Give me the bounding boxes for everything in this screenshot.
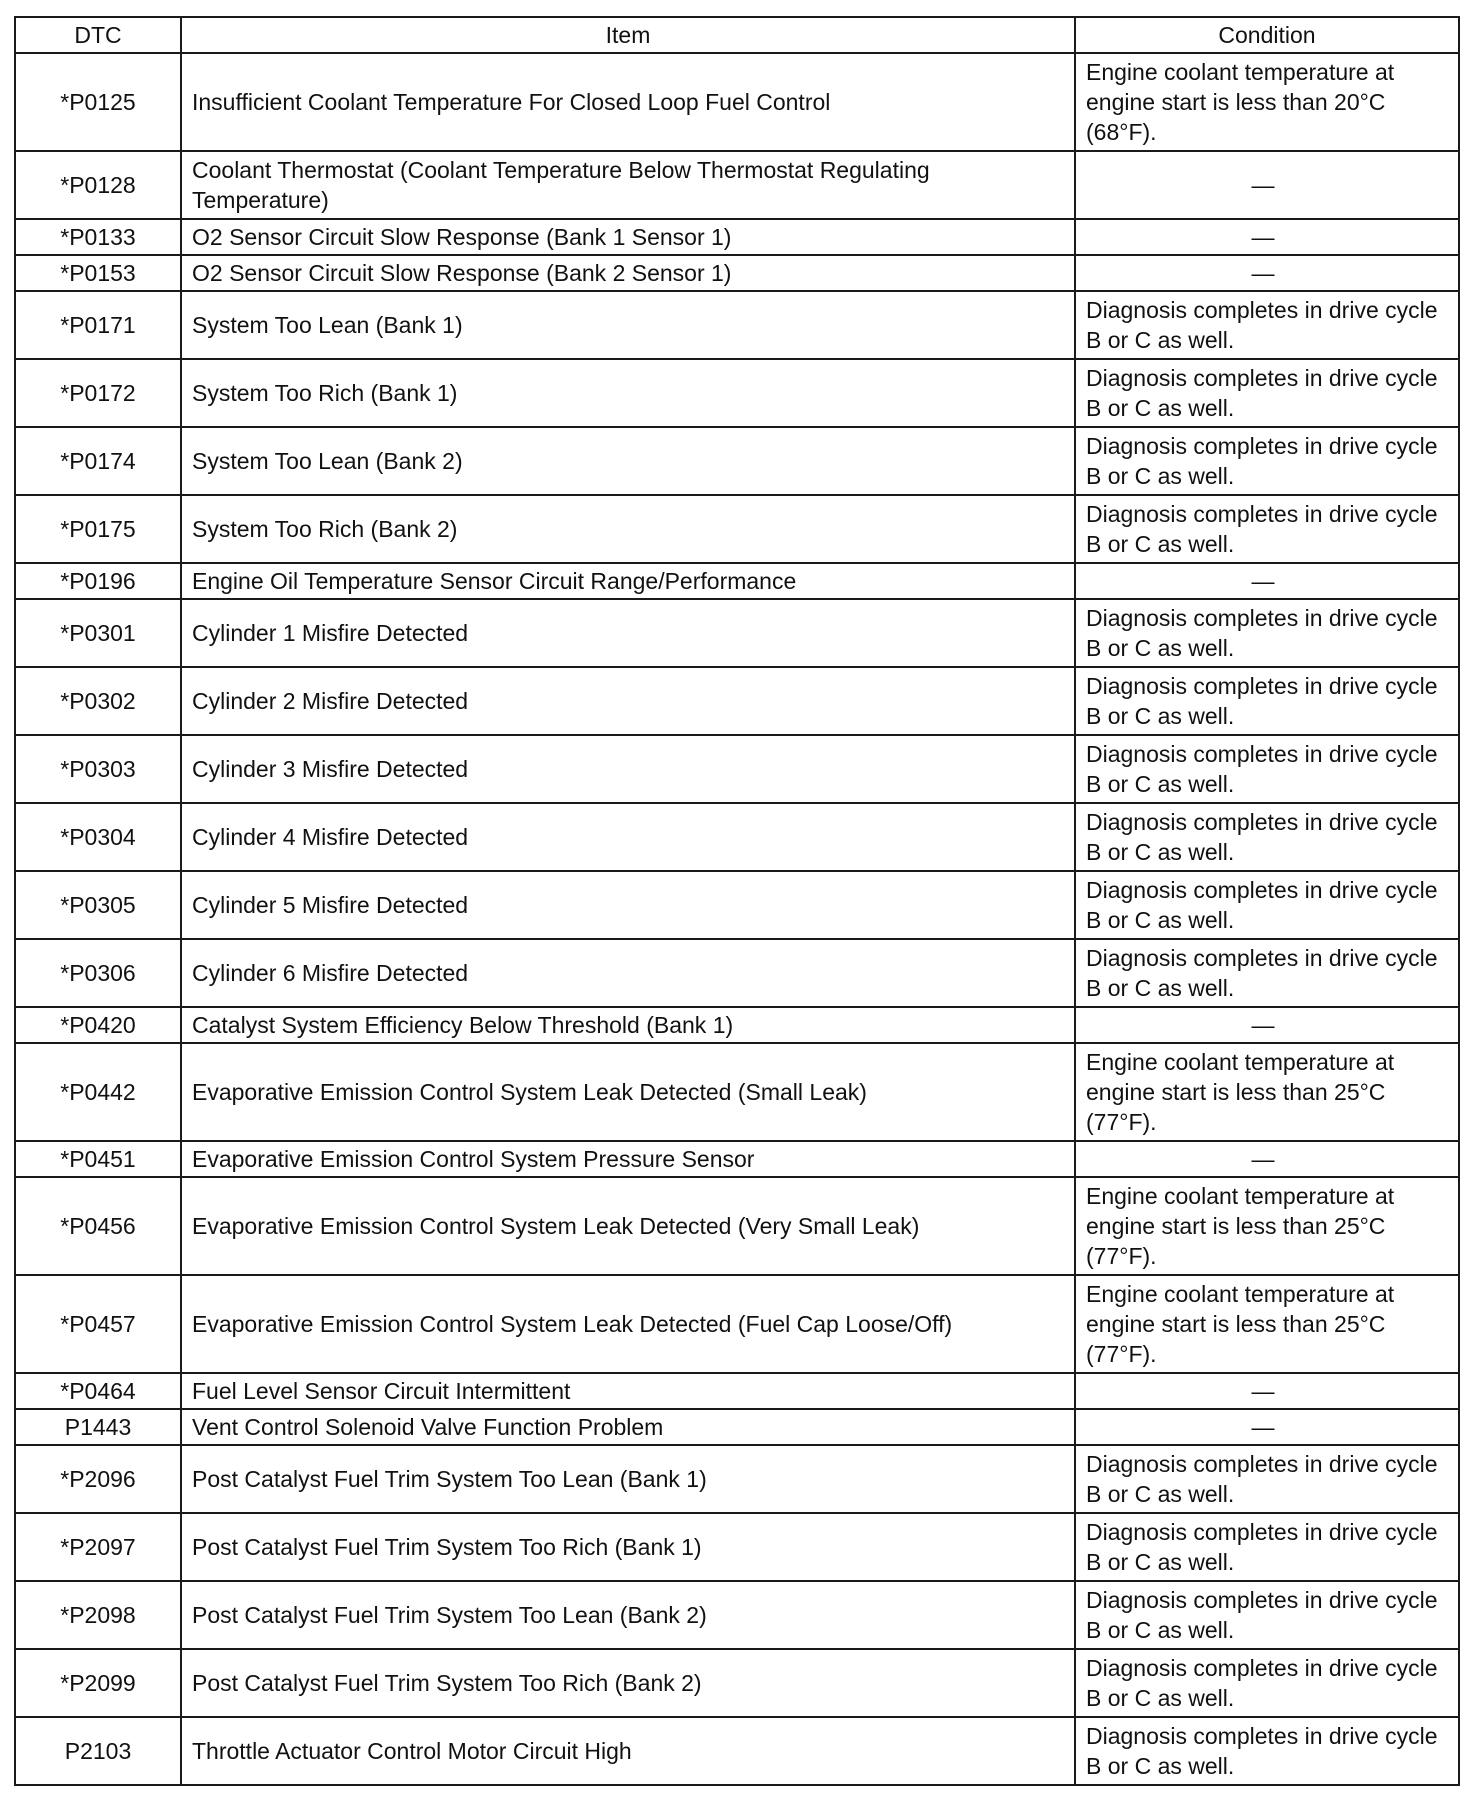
table-row [15, 939, 1459, 1007]
condition-text: Diagnosis completes in drive cycle B or C as well. [1075, 939, 1459, 1007]
dtc-code: *P2099 [15, 1649, 181, 1717]
dtc-code: *P0303 [15, 735, 181, 803]
table-row [15, 255, 1459, 291]
table-row [15, 1141, 1459, 1177]
dtc-code: *P2097 [15, 1513, 181, 1581]
item-description: Post Catalyst Fuel Trim System Too Rich (Bank 1) [181, 1513, 1075, 1581]
table-row [15, 1007, 1459, 1043]
condition-text: Diagnosis completes in drive cycle B or C as well. [1075, 427, 1459, 495]
dtc-table [14, 16, 1460, 1786]
item-description: Throttle Actuator Control Motor Circuit High [181, 1717, 1075, 1785]
dtc-code: *P0464 [15, 1373, 181, 1409]
item-description: Cylinder 4 Misfire Detected [181, 803, 1075, 871]
table-row [15, 1513, 1459, 1581]
dtc-code: *P0302 [15, 667, 181, 735]
item-description: Insufficient Coolant Temperature For Closed Loop Fuel Control [181, 53, 1075, 151]
dtc-code: *P0301 [15, 599, 181, 667]
table-row [15, 1373, 1459, 1409]
item-description: Post Catalyst Fuel Trim System Too Lean (Bank 2) [181, 1581, 1075, 1649]
dtc-code: *P0306 [15, 939, 181, 1007]
item-description: Vent Control Solenoid Valve Function Problem [181, 1409, 1075, 1445]
item-description: System Too Rich (Bank 1) [181, 359, 1075, 427]
item-description: Coolant Thermostat (Coolant Temperature Below Thermostat Regulating Temperature) [181, 151, 1075, 219]
item-description: Catalyst System Efficiency Below Threshold (Bank 1) [181, 1007, 1075, 1043]
table-row [15, 871, 1459, 939]
table-row [15, 599, 1459, 667]
item-description: Evaporative Emission Control System Pressure Sensor [181, 1141, 1075, 1177]
item-description: Cylinder 2 Misfire Detected [181, 667, 1075, 735]
condition-text: Engine coolant temperature at engine start is less than 20°C (68°F). [1075, 53, 1459, 151]
item-description: Cylinder 1 Misfire Detected [181, 599, 1075, 667]
condition-text: — [1075, 1373, 1459, 1409]
item-description: Evaporative Emission Control System Leak Detected (Small Leak) [181, 1043, 1075, 1141]
table-row [15, 1649, 1459, 1717]
header-item: Item [181, 17, 1075, 53]
dtc-code: P1443 [15, 1409, 181, 1445]
dtc-code: *P0451 [15, 1141, 181, 1177]
condition-text: — [1075, 563, 1459, 599]
item-description: Evaporative Emission Control System Leak Detected (Very Small Leak) [181, 1177, 1075, 1275]
item-description: O2 Sensor Circuit Slow Response (Bank 2 Sensor 1) [181, 255, 1075, 291]
dtc-code: *P0174 [15, 427, 181, 495]
item-description: Engine Oil Temperature Sensor Circuit Range/Performance [181, 563, 1075, 599]
dtc-code: *P0171 [15, 291, 181, 359]
dtc-code: *P0420 [15, 1007, 181, 1043]
condition-text: Engine coolant temperature at engine start is less than 25°C (77°F). [1075, 1177, 1459, 1275]
condition-text: Diagnosis completes in drive cycle B or C as well. [1075, 1649, 1459, 1717]
condition-text: Diagnosis completes in drive cycle B or C as well. [1075, 291, 1459, 359]
table-row [15, 803, 1459, 871]
item-description: O2 Sensor Circuit Slow Response (Bank 1 Sensor 1) [181, 219, 1075, 255]
dtc-code: *P0305 [15, 871, 181, 939]
item-description: Cylinder 3 Misfire Detected [181, 735, 1075, 803]
condition-text: Diagnosis completes in drive cycle B or C as well. [1075, 495, 1459, 563]
item-description: System Too Rich (Bank 2) [181, 495, 1075, 563]
item-description: System Too Lean (Bank 2) [181, 427, 1075, 495]
condition-text: Diagnosis completes in drive cycle B or C as well. [1075, 667, 1459, 735]
dtc-code: *P0172 [15, 359, 181, 427]
dtc-code: P2103 [15, 1717, 181, 1785]
table-row [15, 1581, 1459, 1649]
table-row [15, 495, 1459, 563]
table-row [15, 1717, 1459, 1785]
table-row [15, 1445, 1459, 1513]
table-row [15, 563, 1459, 599]
item-description: Post Catalyst Fuel Trim System Too Lean (Bank 1) [181, 1445, 1075, 1513]
dtc-code: *P0133 [15, 219, 181, 255]
dtc-code: *P0175 [15, 495, 181, 563]
table-row [15, 667, 1459, 735]
table-row [15, 219, 1459, 255]
table-row [15, 1409, 1459, 1445]
dtc-code: *P2096 [15, 1445, 181, 1513]
item-description: Fuel Level Sensor Circuit Intermittent [181, 1373, 1075, 1409]
condition-text: Diagnosis completes in drive cycle B or C as well. [1075, 359, 1459, 427]
dtc-code: *P0128 [15, 151, 181, 219]
item-description: Cylinder 6 Misfire Detected [181, 939, 1075, 1007]
table-row [15, 53, 1459, 151]
item-description: Cylinder 5 Misfire Detected [181, 871, 1075, 939]
condition-text: Diagnosis completes in drive cycle B or C as well. [1075, 599, 1459, 667]
dtc-code: *P0442 [15, 1043, 181, 1141]
header-row [15, 17, 1459, 53]
condition-text: — [1075, 151, 1459, 219]
dtc-code: *P0304 [15, 803, 181, 871]
condition-text: Diagnosis completes in drive cycle B or C as well. [1075, 1717, 1459, 1785]
table-row [15, 1043, 1459, 1141]
table-row [15, 1275, 1459, 1373]
item-description: System Too Lean (Bank 1) [181, 291, 1075, 359]
table-row [15, 735, 1459, 803]
condition-text: Diagnosis completes in drive cycle B or C as well. [1075, 1445, 1459, 1513]
table-row [15, 151, 1459, 219]
header-condition: Condition [1075, 17, 1459, 53]
item-description: Post Catalyst Fuel Trim System Too Rich (Bank 2) [181, 1649, 1075, 1717]
condition-text: Diagnosis completes in drive cycle B or C as well. [1075, 871, 1459, 939]
condition-text: Engine coolant temperature at engine start is less than 25°C (77°F). [1075, 1275, 1459, 1373]
item-description: Evaporative Emission Control System Leak Detected (Fuel Cap Loose/Off) [181, 1275, 1075, 1373]
condition-text: — [1075, 1409, 1459, 1445]
dtc-code: *P0153 [15, 255, 181, 291]
condition-text: Diagnosis completes in drive cycle B or C as well. [1075, 803, 1459, 871]
condition-text: — [1075, 1141, 1459, 1177]
dtc-code: *P0456 [15, 1177, 181, 1275]
table-row [15, 427, 1459, 495]
dtc-code: *P2098 [15, 1581, 181, 1649]
dtc-code: *P0125 [15, 53, 181, 151]
table-row [15, 359, 1459, 427]
condition-text: Diagnosis completes in drive cycle B or C as well. [1075, 1581, 1459, 1649]
table-row [15, 1177, 1459, 1275]
condition-text: Diagnosis completes in drive cycle B or C as well. [1075, 1513, 1459, 1581]
dtc-code: *P0196 [15, 563, 181, 599]
header-dtc: DTC [15, 17, 181, 53]
dtc-code: *P0457 [15, 1275, 181, 1373]
table-row [15, 291, 1459, 359]
condition-text: Diagnosis completes in drive cycle B or C as well. [1075, 735, 1459, 803]
condition-text: — [1075, 255, 1459, 291]
condition-text: — [1075, 1007, 1459, 1043]
condition-text: Engine coolant temperature at engine start is less than 25°C (77°F). [1075, 1043, 1459, 1141]
condition-text: — [1075, 219, 1459, 255]
